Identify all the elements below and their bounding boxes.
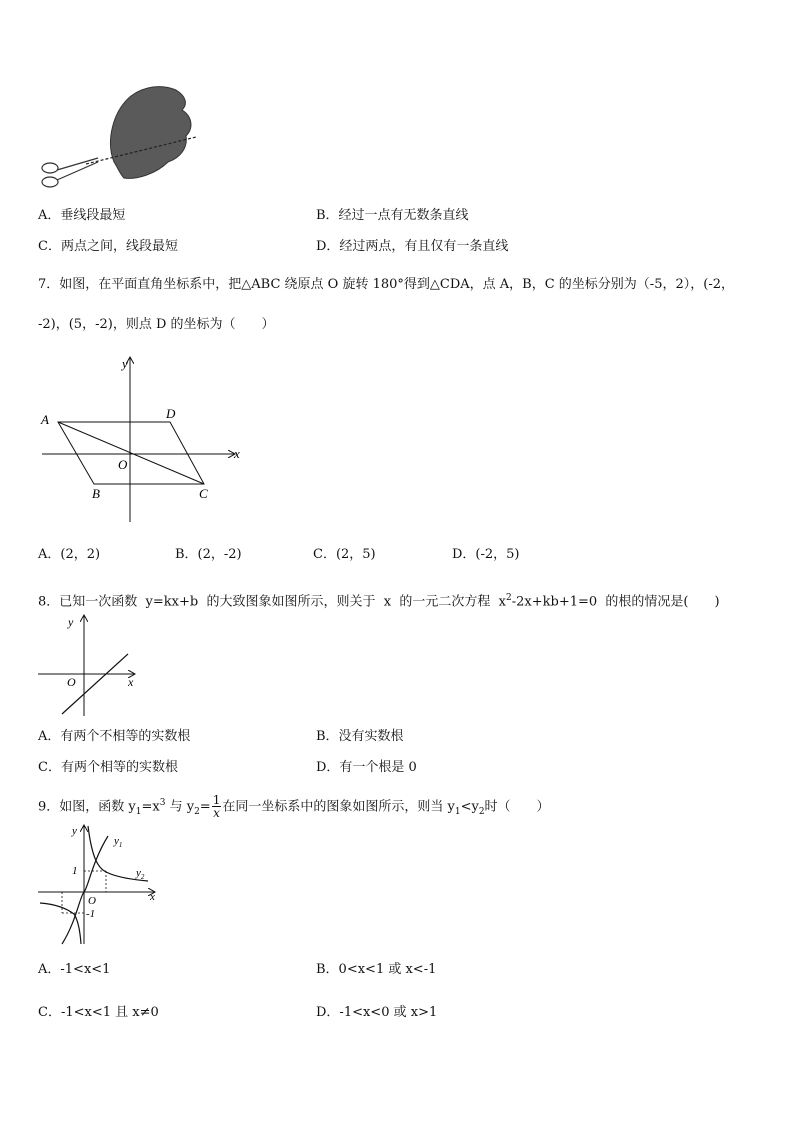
q9-sup3: 3 [159, 798, 166, 808]
q8-eq-sup: 2 [506, 593, 512, 603]
q9-stem-post: 在同一坐标系中的图象如图所示，则当 y [222, 799, 455, 815]
q7-label-x: x [234, 446, 240, 461]
q7-option-b[interactable]: B．(2，-2) [175, 547, 242, 562]
q7-option-d[interactable]: D．(-2，5) [452, 547, 520, 562]
q9-label-y1: $y_1$ [114, 835, 123, 849]
q8-figure [36, 612, 146, 718]
q8-stem-pre: 8．已知一次函数 [38, 594, 138, 610]
q9-option-d[interactable]: D．-1<x<0 或 x>1 [316, 1005, 438, 1020]
q9-label-o: O [88, 895, 96, 907]
q8-option-c[interactable]: C．有两个相等的实数根 [38, 760, 178, 775]
q7-label-a: A [41, 412, 49, 427]
q9-curve-y2-left-branch [40, 903, 81, 944]
q6-option-a[interactable]: A．垂线段最短 [38, 208, 126, 223]
q9-lt: <y [460, 799, 479, 815]
q9-sub1: 1 [135, 806, 142, 817]
q9-sub-b: 2 [478, 806, 485, 817]
q7-stem-line2: -2)，(5，-2)，则点 D 的坐标为（ ） [38, 317, 275, 332]
q7-label-c: C [199, 486, 208, 501]
q9-label-y2: $y_2$ [136, 867, 145, 881]
q8-option-d[interactable]: D．有一个根是 0 [316, 760, 417, 775]
q9-fraction [212, 794, 222, 819]
q8-label-y: y [68, 615, 74, 629]
q9-stem [38, 790, 550, 825]
q8-label-x: x [128, 675, 134, 689]
q8-eq-b: -2x+kb+1=0 [511, 594, 598, 610]
q9-figure [36, 822, 160, 946]
q8-stem-post: 的根的情况是( ) [605, 594, 720, 610]
q7-label-d: D [166, 406, 176, 421]
q8-label-o: O [67, 675, 76, 689]
q8-stem-mid2: 的一元二次方程 [399, 594, 491, 610]
q9-stem-pre: 9．如图，函数 y [38, 799, 136, 815]
q6-option-b[interactable]: B．经过一点有无数条直线 [316, 208, 469, 223]
q8-var: x [383, 594, 392, 610]
q7-figure [36, 352, 246, 524]
q7-diagonal-ac [58, 422, 204, 484]
q9-and-y: 与 y [165, 799, 195, 815]
q9-option-a[interactable]: A．-1<x<1 [38, 962, 111, 977]
q7-option-a[interactable]: A．(2，2) [38, 547, 101, 562]
scissors-icon [42, 158, 98, 187]
q8-option-a[interactable]: A．有两个不相等的实数根 [38, 729, 191, 744]
q9-label-y: y [72, 825, 77, 837]
leaf-shape [111, 87, 191, 179]
q8-option-b[interactable]: B．没有实数根 [316, 729, 404, 744]
q9-label-one: 1 [72, 865, 78, 877]
q6-option-d[interactable]: D．经过两点，有且仅有一条直线 [316, 239, 509, 254]
q7-option-c[interactable]: C．(2，5) [313, 547, 376, 562]
q9-sub2: 2 [194, 806, 200, 817]
leaf-scissors-figure [36, 82, 206, 197]
q9-option-c[interactable]: C．-1<x<1 且 x≠0 [38, 1005, 159, 1020]
q8-eq-a: x [498, 594, 506, 610]
q9-stem-end: 时（ ） [484, 799, 550, 815]
q9-label-x: x [150, 891, 155, 903]
q7-label-o: O [118, 457, 128, 472]
q7-label-y: y [122, 356, 128, 371]
q9-label-neg-one: -1 [86, 908, 96, 920]
q8-func: y=kx+b [145, 594, 199, 610]
q6-option-c[interactable]: C．两点之间，线段最短 [38, 239, 178, 254]
q9-eq2: = [199, 799, 211, 815]
q9-eq1: =x [141, 799, 160, 815]
q9-frac-num: 1 [212, 793, 221, 808]
q9-curve-y1-cubic [62, 836, 108, 944]
q9-sub-a: 1 [454, 806, 461, 817]
q8-stem-mid: 的大致图象如图所示，则关于 [206, 594, 376, 610]
q7-stem-line1: 7．如图，在平面直角坐标系中，把△ABC 绕原点 O 旋转 180°得到△CDA，点 A，B，C 的坐标分别为（-5，2），(-2， [38, 277, 734, 292]
q8-stem [38, 590, 720, 610]
q7-label-b: B [92, 486, 100, 501]
q9-option-b[interactable]: B．0<x<1 或 x<-1 [316, 962, 437, 977]
q9-frac-den: x [213, 806, 220, 821]
